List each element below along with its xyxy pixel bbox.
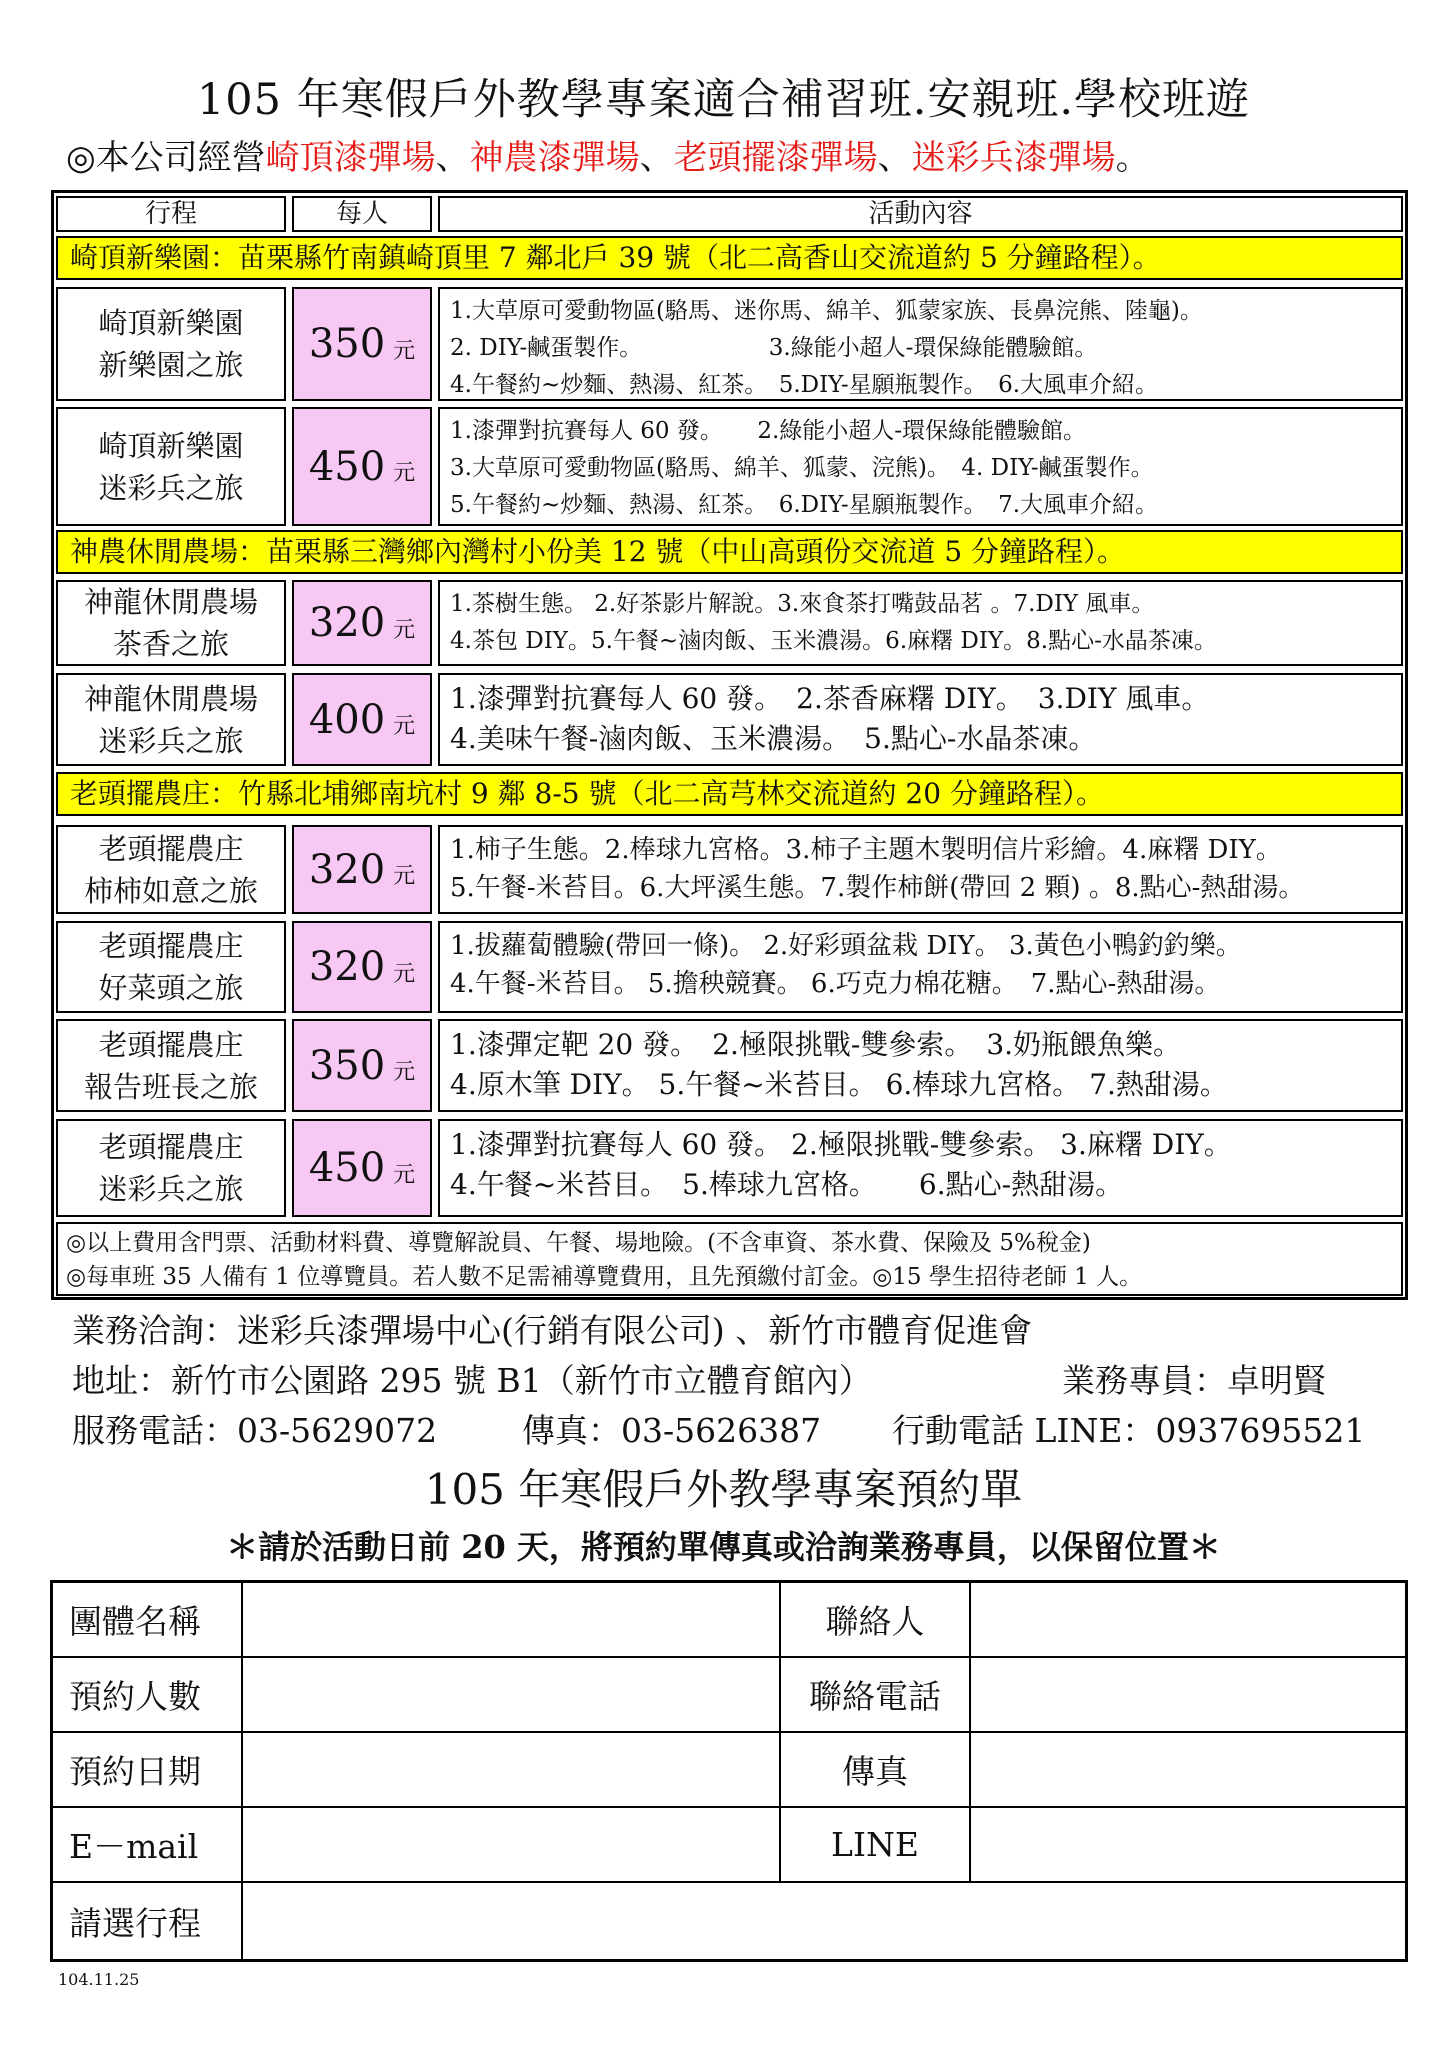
email-label: E－mail [53, 1808, 243, 1881]
fax-label: 傳真 [781, 1733, 971, 1806]
tour-name: 迷彩兵之旅 [98, 470, 244, 505]
itinerary-select-field[interactable] [243, 1883, 1405, 1959]
contact-person-label: 聯絡人 [781, 1583, 971, 1656]
activity-line: 2. DIY-鹹蛋製作。 3.綠能小超人-環保綠能體驗館。 [450, 335, 1098, 361]
activity-list [438, 287, 1403, 401]
venue-name: 神龍休閒農場 [83, 681, 258, 716]
form-row [53, 1733, 1405, 1808]
itinerary-name [56, 921, 286, 1013]
table-row [56, 921, 1403, 1013]
table-row [56, 287, 1403, 401]
activity-list [438, 921, 1403, 1013]
separator: 、 [877, 138, 912, 178]
itinerary-name [56, 1119, 286, 1217]
form-row [53, 1658, 1405, 1733]
activity-list [438, 580, 1403, 666]
form-instructions: ＊請於活動日前 20 天，將預約單傳真或洽詢業務專員，以保留位置＊ [226, 1528, 1221, 1566]
header-per-person: 每人 [292, 196, 432, 232]
tour-name: 迷彩兵之旅 [98, 723, 244, 758]
separator: 、 [639, 138, 674, 178]
itinerary-name [56, 580, 286, 666]
price-unit: 元 [393, 617, 416, 643]
group-name-field[interactable] [243, 1583, 781, 1656]
price-value: 320 [308, 846, 386, 893]
activity-line: 4.午餐~米苔目。 5.棒球九宮格。 6.點心-熱甜湯。 [450, 1168, 1124, 1201]
tour-name: 茶香之旅 [112, 627, 229, 661]
price-value: 320 [308, 600, 386, 646]
fee-notes [56, 1222, 1403, 1296]
itinerary-name [56, 673, 286, 766]
date-label: 預約日期 [53, 1733, 243, 1806]
note-line: ◎每車班 35 人備有 1 位導覽員。若人數不足需補導覽費用，且先預繳付訂金。◎15 學生招待老師 1 人。 [66, 1264, 1143, 1290]
table-row [56, 673, 1403, 766]
fax-number: 傳真：03-5626387 [522, 1411, 822, 1450]
form-row [53, 1583, 1405, 1658]
table-row [56, 1119, 1403, 1217]
table-header [56, 196, 1403, 232]
activity-line: 1.漆彈對抗賽每人 60 發。 2.茶香麻糬 DIY。 3.DIY 風車。 [450, 682, 1210, 715]
price-value: 450 [308, 443, 386, 490]
table-row [56, 407, 1403, 526]
price-value: 450 [308, 1145, 386, 1191]
fax-field[interactable] [971, 1733, 1405, 1806]
activity-line: 1.漆彈定靶 20 發。 2.極限挑戰-雙參索。 3.奶瓶餵魚樂。 [450, 1028, 1182, 1061]
activity-list [438, 673, 1403, 766]
price-value: 320 [308, 944, 386, 990]
line-field[interactable] [971, 1808, 1405, 1881]
contact-inquiry: 業務洽詢：迷彩兵漆彈場中心(行銷有限公司) 、新竹市體育促進會 [72, 1311, 1033, 1350]
contact-address-line [72, 1358, 1392, 1404]
activity-line: 4.午餐-米苔目。 5.擔秧競賽。 6.巧克力棉花糖。 7.點心-熱甜湯。 [450, 969, 1221, 999]
itinerary-name [56, 407, 286, 526]
sales-staff: 業務專員：卓明賢 [1062, 1361, 1326, 1400]
tour-name: 柿柿如意之旅 [83, 873, 258, 908]
service-phone: 服務電話：03-5629072 [72, 1411, 438, 1450]
itinerary-name [56, 1019, 286, 1112]
venue-name: 崎頂新樂園 [98, 428, 244, 463]
table-row [56, 825, 1403, 914]
itinerary-name [56, 287, 286, 401]
email-field[interactable] [243, 1808, 781, 1881]
price-cell [292, 287, 432, 401]
price-cell [292, 673, 432, 766]
address: 地址：新竹市公園路 295 號 B1（新竹市立體育館內） [72, 1361, 872, 1400]
group-name-label: 團體名稱 [53, 1583, 243, 1656]
venue-name: 神龍休閒農場 [83, 585, 258, 619]
table-row [56, 1019, 1403, 1112]
form-row [53, 1883, 1405, 1959]
section-band-qiding: 崎頂新樂園：苗栗縣竹南鎮崎頂里 7 鄰北戶 39 號（北二高香山交流道約 5 分鐘路程）。 [56, 236, 1403, 280]
itinerary-select-label: 請選行程 [53, 1883, 243, 1959]
price-unit: 元 [393, 961, 416, 987]
header-activities: 活動內容 [438, 196, 1403, 232]
price-unit: 元 [393, 461, 416, 486]
venue-3: 老頭擺漆彈場 [673, 138, 878, 178]
activity-list [438, 1119, 1403, 1217]
activity-line: 1.柿子生態。2.棒球九宮格。3.柿子主題木製明信片彩繪。4.麻糬 DIY。 [450, 835, 1282, 865]
price-value: 350 [308, 1042, 386, 1089]
price-unit: 元 [393, 864, 416, 889]
activity-line: 1.漆彈對抗賽每人 60 發。 2.綠能小超人-環保綠能體驗館。 [450, 418, 1087, 444]
price-cell [292, 825, 432, 914]
activity-line: 1.茶樹生態。 2.好茶影片解說。3.來食茶打嘴鼓品茗 。7.DIY 風車。 [450, 591, 1155, 617]
price-cell [292, 580, 432, 666]
activity-list [438, 1019, 1403, 1112]
table-row [56, 580, 1403, 666]
activity-line: 5.午餐-米苔目。6.大坪溪生態。7.製作柿餅(帶回 2 顆) 。8.點心-熱甜湯。 [450, 873, 1305, 903]
contact-person-field[interactable] [971, 1583, 1405, 1656]
activity-line: 4.原木筆 DIY。 5.午餐~米苔目。 6.棒球九宮格。 7.熱甜湯。 [450, 1068, 1228, 1101]
reservation-form [50, 1580, 1408, 1962]
form-title: 105 年寒假戶外教學專案預約單 [424, 1465, 1023, 1514]
header-itinerary: 行程 [56, 196, 286, 232]
price-unit: 元 [393, 338, 416, 364]
activity-line: 4.美味午餐-滷肉飯、玉米濃湯。 5.點心-水晶茶凍。 [450, 722, 1097, 755]
venue-name: 老頭擺農庄 [98, 929, 244, 963]
price-unit: 元 [393, 714, 416, 739]
form-row [53, 1808, 1405, 1883]
venue-2: 神農漆彈場 [469, 138, 640, 178]
price-value: 350 [308, 321, 386, 367]
subtitle-prefix: ◎本公司經營 [66, 138, 266, 178]
activity-line: 5.午餐約~炒麵、熱湯、紅茶。 6.DIY-星願瓶製作。 7.大風車介紹。 [450, 492, 1159, 518]
contact-phone-field[interactable] [971, 1658, 1405, 1731]
section-band-laotoubai: 老頭擺農庄：竹縣北埔鄉南坑村 9 鄰 8-5 號（北二高芎林交流道約 20 分鐘路程）。 [56, 772, 1403, 816]
tour-name: 報告班長之旅 [83, 1069, 258, 1104]
venue-name: 老頭擺農庄 [98, 1027, 244, 1062]
contact-phone-label: 聯絡電話 [781, 1658, 971, 1731]
price-cell [292, 1119, 432, 1217]
line-label: LINE [781, 1808, 971, 1881]
venue-4: 迷彩兵漆彈場 [911, 138, 1116, 178]
price-cell [292, 921, 432, 1013]
section-band-shennong: 神農休閒農場：苗栗縣三灣鄉內灣村小份美 12 號（中山高頭份交流道 5 分鐘路程）。 [56, 530, 1403, 574]
page-title: 105 年寒假戶外教學專案適合補習班.安親班.學校班遊 [196, 75, 1251, 125]
venue-1: 崎頂漆彈場 [265, 138, 436, 178]
tour-name: 新樂園之旅 [98, 348, 244, 382]
date-field[interactable] [243, 1733, 781, 1806]
contact-phone-line [72, 1408, 1392, 1454]
activity-line: 1.漆彈對抗賽每人 60 發。 2.極限挑戰-雙參索。 3.麻糬 DIY。 [450, 1128, 1232, 1161]
price-cell [292, 1019, 432, 1112]
activity-line: 1.拔蘿蔔體驗(帶回一條)。 2.好彩頭盆栽 DIY。 3.黃色小鴨釣釣樂。 [450, 931, 1242, 961]
subtitle [66, 136, 1406, 180]
price-unit: 元 [393, 1060, 416, 1085]
subtitle-suffix: 。 [1115, 138, 1150, 178]
headcount-label: 預約人數 [53, 1658, 243, 1731]
separator: 、 [435, 138, 470, 178]
headcount-field[interactable] [243, 1658, 781, 1731]
venue-name: 老頭擺農庄 [98, 1130, 244, 1164]
price-unit: 元 [393, 1162, 416, 1188]
venue-name: 老頭擺農庄 [98, 831, 244, 866]
price-value: 400 [308, 696, 386, 743]
activity-line: 3.大草原可愛動物區(駱馬、綿羊、狐蒙、浣熊)。 4. DIY-鹹蛋製作。 [450, 455, 1154, 481]
activity-line: 4.午餐約~炒麵、熱湯、紅茶。 5.DIY-星願瓶製作。 6.大風車介紹。 [450, 372, 1159, 398]
mobile-line: 行動電話 LINE：0937695521 [892, 1411, 1366, 1450]
activity-list [438, 407, 1403, 526]
activity-line: 4.茶包 DIY。5.午餐~滷肉飯、玉米濃湯。6.麻糬 DIY。8.點心-水晶茶凍。 [450, 628, 1217, 654]
price-cell [292, 407, 432, 526]
activity-list [438, 825, 1403, 914]
document-date: 104.11.25 [58, 1970, 140, 1989]
venue-name: 崎頂新樂園 [98, 306, 244, 340]
tour-name: 好菜頭之旅 [98, 971, 244, 1005]
activity-line: 1.大草原可愛動物區(駱馬、迷你馬、綿羊、狐蒙家族、長鼻浣熊、陸龜)。 [450, 298, 1203, 324]
note-line: ◎以上費用含門票、活動材料費、導覽解說員、午餐、場地險。(不含車資、茶水費、保險及 5%稅金) [66, 1230, 1091, 1256]
tour-name: 迷彩兵之旅 [98, 1172, 244, 1206]
itinerary-name [56, 825, 286, 914]
